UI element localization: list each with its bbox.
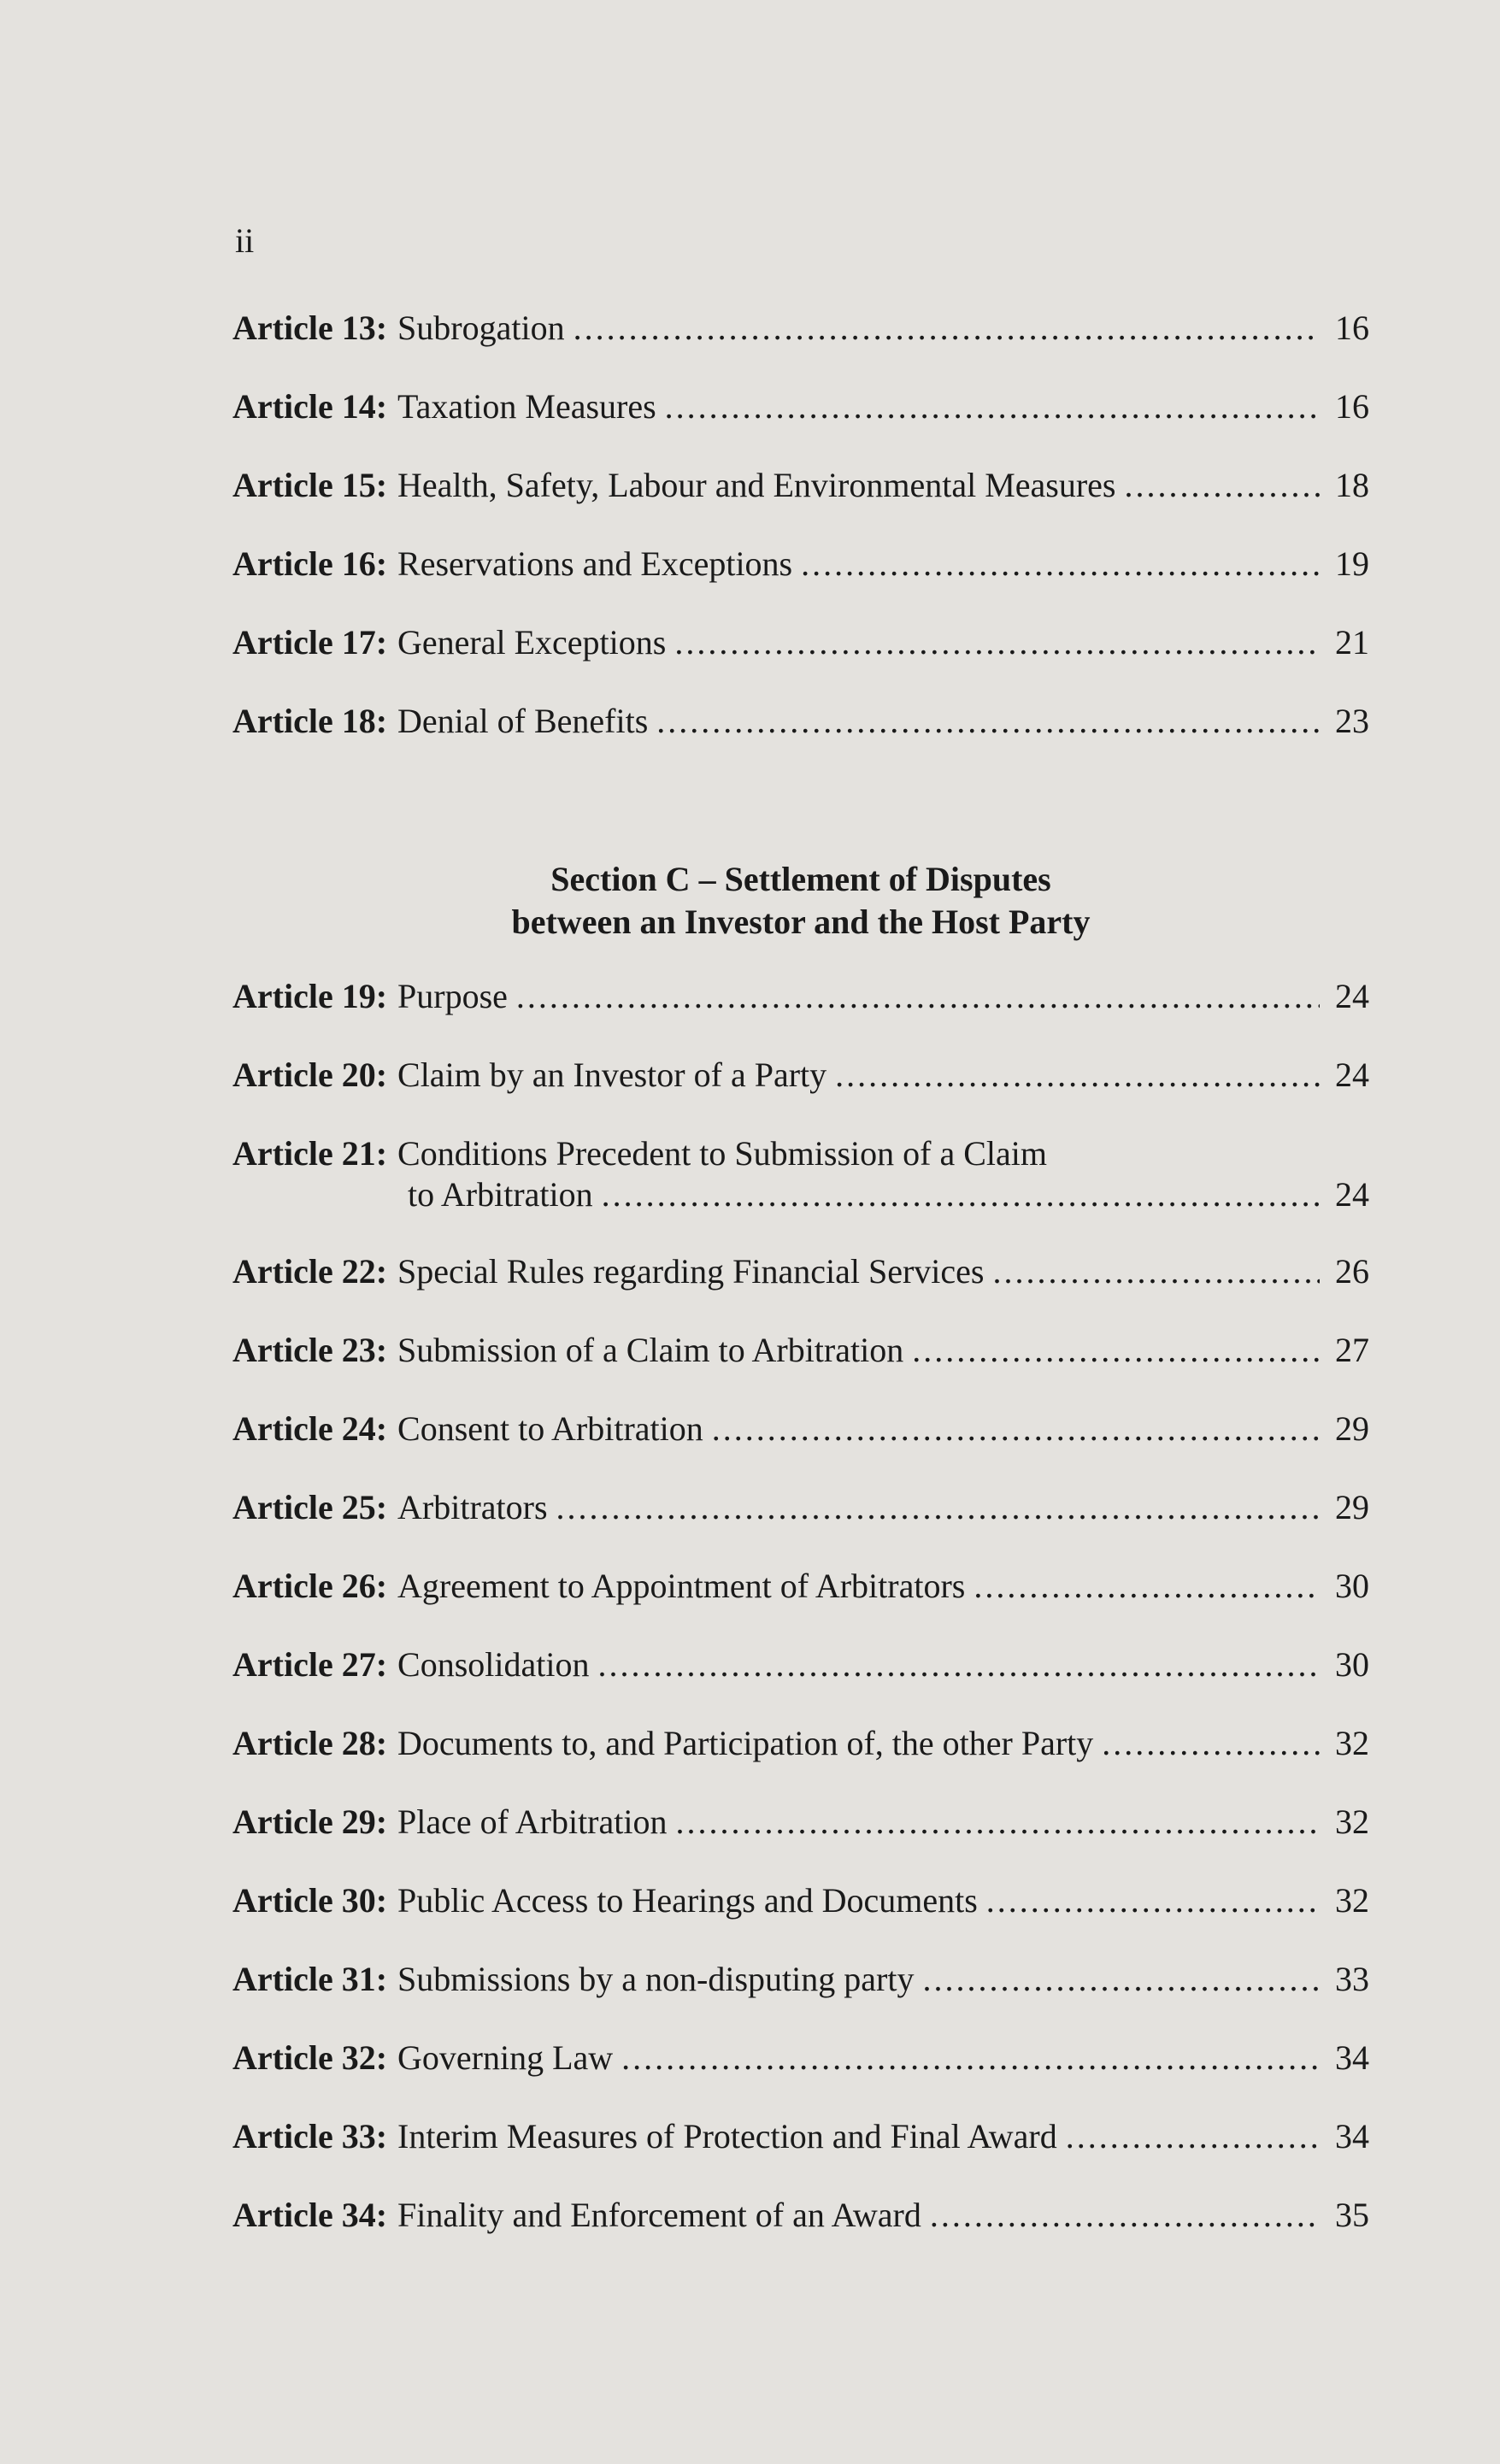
article-number: Article 27: bbox=[232, 1645, 388, 1684]
dot-leader bbox=[597, 1644, 1320, 1685]
dot-leader bbox=[656, 701, 1320, 742]
dot-leader bbox=[675, 1802, 1320, 1843]
article-number: Article 24: bbox=[232, 1409, 388, 1448]
dot-leader bbox=[674, 622, 1320, 663]
article-title: Governing Law bbox=[397, 2038, 614, 2077]
toc-entry-article-15 bbox=[232, 465, 1369, 506]
article-title: Public Access to Hearings and Documents bbox=[397, 1881, 978, 1920]
dot-leader bbox=[992, 1251, 1320, 1292]
toc-entry-article-32 bbox=[232, 2038, 1369, 2079]
article-number: Article 13: bbox=[232, 309, 388, 347]
dot-leader bbox=[974, 1566, 1320, 1607]
article-title: Special Rules regarding Financial Services bbox=[397, 1252, 985, 1291]
dot-leader bbox=[516, 976, 1320, 1017]
toc-entry-article-20 bbox=[232, 1055, 1369, 1096]
dot-leader bbox=[1066, 2116, 1320, 2157]
dot-leader bbox=[712, 1408, 1320, 1450]
article-number: Article 31: bbox=[232, 1960, 388, 1998]
article-title: Reservations and Exceptions bbox=[397, 544, 793, 583]
article-title: General Exceptions bbox=[397, 623, 667, 662]
article-title: Agreement to Appointment of Arbitrators bbox=[397, 1567, 966, 1605]
toc-entry-article-19 bbox=[232, 976, 1369, 1017]
toc-entry-article-16 bbox=[232, 544, 1369, 585]
toc-entry-article-31 bbox=[232, 1959, 1369, 2000]
section-c-heading bbox=[232, 858, 1369, 944]
dot-leader bbox=[986, 1880, 1320, 1921]
article-title: Consent to Arbitration bbox=[397, 1409, 703, 1448]
toc-entry-article-14 bbox=[232, 386, 1369, 427]
toc-entry-article-13 bbox=[232, 308, 1369, 349]
article-number: Article 17: bbox=[232, 623, 388, 662]
article-title: Documents to, and Participation of, the other Party bbox=[397, 1724, 1094, 1762]
page-ref: 26 bbox=[1335, 1252, 1369, 1291]
page-ref: 35 bbox=[1335, 2196, 1369, 2234]
page-ref: 32 bbox=[1335, 1881, 1369, 1920]
article-number: Article 21: bbox=[232, 1134, 388, 1173]
dot-leader bbox=[602, 1174, 1320, 1215]
dot-leader bbox=[922, 1959, 1320, 2000]
article-number: Article 26: bbox=[232, 1567, 388, 1605]
toc-entry-article-18 bbox=[232, 701, 1369, 742]
dot-leader bbox=[1124, 465, 1320, 506]
dot-leader bbox=[835, 1055, 1320, 1096]
toc-entry-article-30 bbox=[232, 1880, 1369, 1921]
page-ref: 16 bbox=[1335, 309, 1369, 347]
article-number: Article 25: bbox=[232, 1488, 388, 1526]
dot-leader bbox=[930, 2195, 1320, 2236]
toc-entry-article-27 bbox=[232, 1644, 1369, 1685]
toc-entry-article-34 bbox=[232, 2195, 1369, 2236]
article-number: Article 20: bbox=[232, 1056, 388, 1094]
article-number: Article 28: bbox=[232, 1724, 388, 1762]
toc-entry-article-28 bbox=[232, 1723, 1369, 1764]
page-ref: 30 bbox=[1335, 1645, 1369, 1684]
page-ref: 32 bbox=[1335, 1724, 1369, 1762]
page-ref: 34 bbox=[1335, 2038, 1369, 2077]
article-title: Finality and Enforcement of an Award bbox=[397, 2196, 921, 2234]
article-title: Place of Arbitration bbox=[397, 1802, 668, 1841]
article-number: Article 32: bbox=[232, 2038, 388, 2077]
page-ref: 18 bbox=[1335, 466, 1369, 504]
page-ref: 19 bbox=[1335, 544, 1369, 583]
article-title-continuation: to Arbitration bbox=[408, 1175, 593, 1214]
page-ref: 24 bbox=[1335, 1175, 1369, 1214]
toc-entry-article-25 bbox=[232, 1487, 1369, 1528]
toc-entry-article-29 bbox=[232, 1802, 1369, 1843]
article-number: Article 33: bbox=[232, 2117, 388, 2155]
toc-entry-article-21 bbox=[232, 1133, 1369, 1215]
article-number: Article 29: bbox=[232, 1802, 388, 1841]
page-ref: 27 bbox=[1335, 1331, 1369, 1369]
dot-leader bbox=[801, 544, 1320, 585]
dot-leader bbox=[1102, 1723, 1320, 1764]
article-number: Article 19: bbox=[232, 977, 388, 1015]
page-ref: 16 bbox=[1335, 387, 1369, 426]
page-ref: 24 bbox=[1335, 977, 1369, 1015]
page-ref: 29 bbox=[1335, 1488, 1369, 1526]
article-number: Article 14: bbox=[232, 387, 388, 426]
article-title: Denial of Benefits bbox=[397, 702, 649, 740]
article-number: Article 15: bbox=[232, 466, 388, 504]
section-heading-line-1: Section C – Settlement of Disputes bbox=[550, 860, 1051, 898]
article-number: Article 16: bbox=[232, 544, 388, 583]
page-ref: 21 bbox=[1335, 623, 1369, 662]
page-ref: 23 bbox=[1335, 702, 1369, 740]
toc-entry-article-23 bbox=[232, 1330, 1369, 1371]
article-title: Subrogation bbox=[397, 309, 565, 347]
toc-entry-article-17 bbox=[232, 622, 1369, 663]
dot-leader bbox=[665, 386, 1320, 427]
article-number: Article 22: bbox=[232, 1252, 388, 1291]
page-ref: 24 bbox=[1335, 1056, 1369, 1094]
article-title: Taxation Measures bbox=[397, 387, 656, 426]
page-number: ii bbox=[235, 221, 255, 260]
page-ref: 33 bbox=[1335, 1960, 1369, 1998]
page-ref: 32 bbox=[1335, 1802, 1369, 1841]
article-title: Submission of a Claim to Arbitration bbox=[397, 1331, 904, 1369]
article-title: Conditions Precedent to Submission of a Claim bbox=[397, 1134, 1047, 1173]
dot-leader bbox=[912, 1330, 1320, 1371]
dot-leader bbox=[621, 2038, 1320, 2079]
toc-entry-article-24 bbox=[232, 1408, 1369, 1450]
toc-entry-article-33 bbox=[232, 2116, 1369, 2157]
article-title: Interim Measures of Protection and Final Award bbox=[397, 2117, 1057, 2155]
article-number: Article 30: bbox=[232, 1881, 388, 1920]
dot-leader bbox=[574, 308, 1320, 349]
dot-leader bbox=[556, 1487, 1320, 1528]
page-ref: 34 bbox=[1335, 2117, 1369, 2155]
article-number: Article 34: bbox=[232, 2196, 388, 2234]
article-title: Claim by an Investor of a Party bbox=[397, 1056, 827, 1094]
article-title: Consolidation bbox=[397, 1645, 590, 1684]
page-ref: 30 bbox=[1335, 1567, 1369, 1605]
page-ref: 29 bbox=[1335, 1409, 1369, 1448]
article-title: Purpose bbox=[397, 977, 508, 1015]
article-title: Arbitrators bbox=[397, 1488, 548, 1526]
article-title: Health, Safety, Labour and Environmental Measures bbox=[397, 466, 1116, 504]
article-number: Article 23: bbox=[232, 1331, 388, 1369]
toc-entry-article-22 bbox=[232, 1251, 1369, 1292]
article-title: Submissions by a non-disputing party bbox=[397, 1960, 915, 1998]
section-heading-line-2: between an Investor and the Host Party bbox=[511, 903, 1091, 941]
article-number: Article 18: bbox=[232, 702, 388, 740]
toc-entry-article-26 bbox=[232, 1566, 1369, 1607]
